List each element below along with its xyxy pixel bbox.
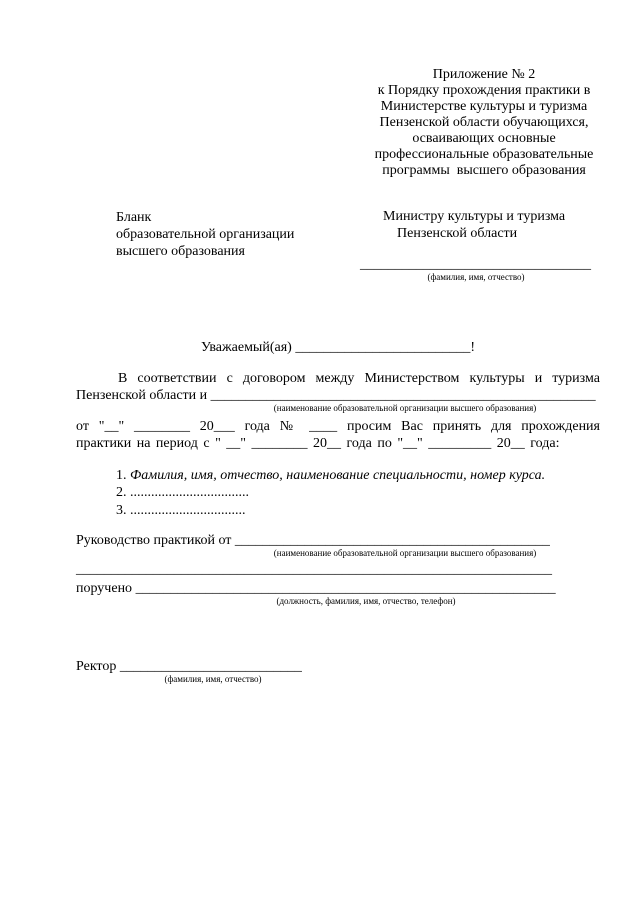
appendix-header-line: профессиональные образовательные: [374, 147, 594, 162]
salutation: [201, 340, 475, 356]
letterhead-line: высшего образования: [116, 244, 245, 259]
list-item-number: 3.: [116, 502, 127, 518]
list-item-number: 1.: [116, 467, 127, 483]
partner-line-label: Пензенской области и: [76, 388, 208, 403]
letterhead-line: Бланк: [116, 210, 152, 225]
assigned-person-caption: (должность, фамилия, имя, отчество, телефон): [276, 595, 456, 606]
addressee-name-blank: _________________________________: [360, 257, 591, 272]
appendix-header-line: осваивающих основные: [412, 131, 556, 146]
supervision-continuation-blank: ____________________________________________________________________: [76, 562, 552, 577]
supervision-organization-caption: (наименование образовательной организации высшего образования): [273, 547, 537, 558]
list-item-text: Фамилия, имя, отчество, наименование специальности, номер курса.: [130, 467, 546, 483]
rector-name-blank: __________________________: [119, 659, 302, 674]
addressee-title: Министру культуры и туризма: [383, 209, 566, 224]
addressee-region: Пензенской области: [397, 226, 518, 241]
list-item-text: ..................................: [130, 485, 249, 500]
supervision-label: Руководство практикой от: [76, 533, 232, 548]
body-line: В соответствии с договором между Министерством культуры и туризма: [118, 371, 600, 386]
body-line: от "__" ________ 20___ года № ____ просим Вас принять для прохождения: [76, 419, 600, 434]
appendix-header-line: Пензенской области обучающихся,: [379, 115, 589, 130]
appendix-title: Приложение № 2: [432, 67, 536, 82]
appendix-header-line: к Порядку прохождения практики в: [377, 83, 591, 98]
appendix-header-line: программы высшего образования: [382, 163, 586, 178]
organization-name-blank: _______________________________________________________: [210, 388, 596, 403]
rector-name-caption: (фамилия, имя, отчество): [164, 673, 262, 684]
supervision-organization-blank: _____________________________________________: [234, 533, 550, 548]
letterhead-line: образовательной организации: [116, 227, 295, 242]
assigned-label: поручено: [76, 581, 133, 596]
salutation-exclamation: !: [470, 340, 475, 355]
letterhead-block: [116, 209, 294, 260]
list-item: [116, 484, 545, 502]
list-item: [116, 467, 545, 485]
student-list: [116, 467, 545, 520]
list-item: [116, 502, 545, 520]
assigned-person-blank: ____________________________________________________________: [135, 581, 556, 596]
appendix-header: [360, 67, 608, 179]
salutation-name-blank: _________________________: [295, 340, 471, 355]
list-item-number: 2.: [116, 485, 127, 500]
rector-label: Ректор: [76, 659, 117, 674]
list-item-text: .................................: [130, 502, 246, 518]
organization-name-caption: (наименование образовательной организации высшего образования): [273, 402, 537, 413]
addressee-name-caption: (фамилия, имя, отчество): [427, 271, 525, 282]
salutation-label: Уважаемый(ая): [201, 340, 292, 355]
appendix-header-line: Министерстве культуры и туризма: [380, 99, 588, 114]
body-line: практики на период с " __" ________ 20__ года по "__" _________ 20__ года:: [76, 436, 560, 451]
